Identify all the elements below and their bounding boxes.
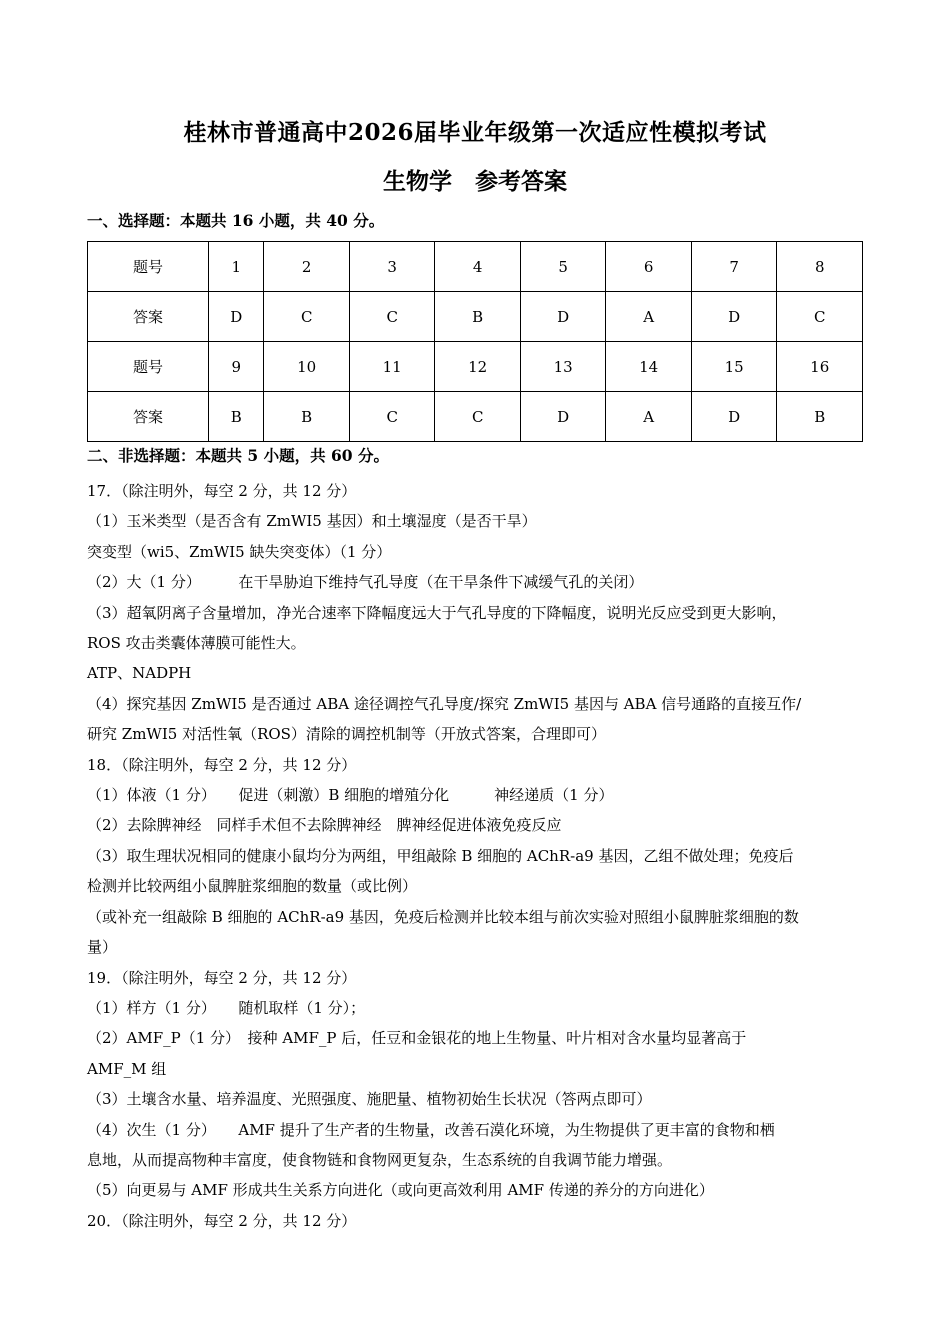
- table-row: [88, 342, 863, 392]
- table-cell: 答案: [88, 392, 209, 442]
- text-line: 17．（除注明外，每空 2 分，共 12 分）: [87, 482, 357, 500]
- text-line: （1）体液（1 分） 促进（刺激）B 细胞的增殖分化 神经递质（1 分）: [87, 786, 614, 805]
- table-cell: B: [435, 292, 521, 342]
- text-line: 息地，从而提高物种丰富度，使食物链和食物网更复杂，生态系统的自我调节能力增强。: [87, 1150, 673, 1169]
- table-cell: 10: [264, 342, 350, 392]
- text-line: AMF_M 组: [87, 1059, 167, 1078]
- table-cell: 题号: [88, 342, 209, 392]
- table-row: [88, 242, 863, 292]
- text-line: 检测并比较两组小鼠脾脏浆细胞的数量（或比例）: [87, 877, 418, 896]
- text-line: （4）次生（1 分） AMF 提升了生产者的生物量，改善石漠化环境，为生物提供了更丰富的食物和栖: [87, 1120, 775, 1139]
- table-cell: 15: [691, 342, 777, 392]
- text-line: （3）取生理状况相同的健康小鼠均分为两组，甲组敲除 B 细胞的 AChR-a9 基因，乙组不做处理；免疫后: [87, 846, 794, 865]
- table-cell: D: [691, 292, 777, 342]
- table-cell: 13: [520, 342, 606, 392]
- table-cell: 9: [209, 342, 264, 392]
- text-line: （3）土壤含水量、培养温度、光照强度、施肥量、植物初始生长状况（答两点即可）: [87, 1090, 652, 1109]
- text-line: （3）超氧阴离子含量增加，净光合速率下降幅度远大于气孔导度的下降幅度，说明光反应受到更大影响，: [87, 603, 787, 622]
- table-cell: C: [777, 292, 863, 342]
- table-cell: B: [209, 392, 264, 442]
- text-line: （2）AMF_P（1 分） 接种 AMF_P 后，任豆和金银花的地上生物量、叶片相对含水量均显著高于: [87, 1029, 747, 1048]
- table-cell: 答案: [88, 292, 209, 342]
- text-line: 突变型（wi5、ZmWI5 缺失突变体）（1 分）: [87, 542, 392, 561]
- document-title: 桂林市普通高中2026届毕业年级第一次适应性模拟考试: [183, 119, 767, 146]
- table-cell: 2: [264, 242, 350, 292]
- table-cell: 7: [691, 242, 777, 292]
- text-line: 量）: [87, 938, 118, 957]
- text-line: ATP、NADPH: [87, 664, 192, 683]
- table-cell: 8: [777, 242, 863, 292]
- text-line: （1）玉米类型（是否含有 ZmWI5 基因）和土壤湿度（是否干旱）: [87, 512, 537, 531]
- document-subtitle: 生物学 参考答案: [383, 168, 567, 195]
- text-line: （1）样方（1 分） 随机取样（1 分）；: [87, 998, 366, 1017]
- section-heading-nonchoice: 二、非选择题：本题共 5 小题，共 60 分。: [87, 446, 389, 465]
- text-line: 20．（除注明外，每空 2 分，共 12 分）: [87, 1211, 357, 1230]
- table-cell: 14: [606, 342, 692, 392]
- table-row: [88, 292, 863, 342]
- table-cell: 4: [435, 242, 521, 292]
- text-line: ROS 攻击类囊体薄膜可能性大。: [87, 634, 306, 653]
- table-cell: A: [606, 392, 692, 442]
- text-line: （2）去除脾神经 同样手术但不去除脾神经 脾神经促进体液免疫反应: [87, 816, 562, 835]
- table-cell: 6: [606, 242, 692, 292]
- table-cell: C: [264, 292, 350, 342]
- table-cell: C: [349, 392, 435, 442]
- table-cell: 1: [209, 242, 264, 292]
- table-cell: 11: [349, 342, 435, 392]
- table-cell: B: [777, 392, 863, 442]
- table-cell: 3: [349, 242, 435, 292]
- text-line: 研究 ZmWI5 对活性氧（ROS）清除的调控机制等（开放式答案，合理即可）: [87, 725, 606, 744]
- text-line: （或补充一组敲除 B 细胞的 AChR-a9 基因，免疫后检测并比较本组与前次实验对照组小鼠脾脏浆细胞的数: [87, 907, 799, 926]
- table-cell: C: [349, 292, 435, 342]
- section-heading-choice: 一、选择题：本题共 16 小题，共 40 分。: [87, 211, 385, 230]
- table-cell: 12: [435, 342, 521, 392]
- text-line: 19．（除注明外，每空 2 分，共 12 分）: [87, 968, 357, 987]
- table-cell: 5: [520, 242, 606, 292]
- text-line: 18．（除注明外，每空 2 分，共 12 分）: [87, 755, 357, 774]
- table-cell: D: [691, 392, 777, 442]
- table-cell: B: [264, 392, 350, 442]
- answer-table: [87, 241, 863, 442]
- table-cell: 题号: [88, 242, 209, 292]
- text-line: （2）大（1 分） 在干旱胁迫下维持气孔导度（在干旱条件下减缓气孔的关闭）: [87, 573, 644, 592]
- table-cell: D: [520, 392, 606, 442]
- table-cell: D: [520, 292, 606, 342]
- table-cell: D: [209, 292, 264, 342]
- text-line: （5）向更易与 AMF 形成共生关系方向进化（或向更高效利用 AMF 传递的养分的方向进化）: [87, 1181, 714, 1200]
- text-line: （4）探究基因 ZmWI5 是否通过 ABA 途径调控气孔导度/探究 ZmWI5 基因与 ABA 信号通路的直接互作/: [87, 694, 802, 713]
- table-cell: 16: [777, 342, 863, 392]
- table-cell: A: [606, 292, 692, 342]
- answer-body: [87, 476, 865, 1236]
- table-cell: C: [435, 392, 521, 442]
- table-row: [88, 392, 863, 442]
